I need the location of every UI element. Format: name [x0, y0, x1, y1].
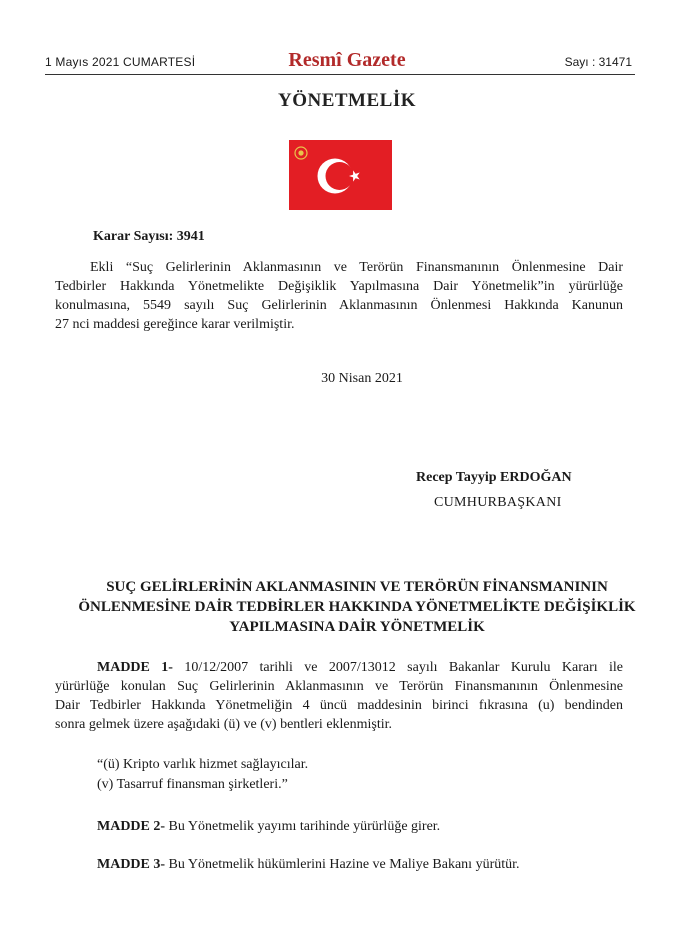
gazette-title: Resmî Gazete — [288, 49, 406, 71]
section-heading: YÖNETMELİK — [277, 90, 417, 111]
article-1-line: Dair Tedbirler Hakkında Yönetmeliğin 4 üncü maddesinin birinci fıkrasına (u) bendinden — [55, 698, 623, 713]
signatory-title: CUMHURBAŞKANI — [434, 495, 562, 510]
article-1-first-line — [55, 658, 623, 677]
bent-item-v: (v) Tasarruf finansman şirketleri.” — [97, 777, 288, 792]
article-3 — [97, 857, 520, 873]
article-1-label: MADDE 1- — [97, 660, 173, 675]
regulation-title — [0, 577, 694, 637]
article-1-line: yürürlüğe konulan Suç Gelirlerinin Aklanmasının ve Terörün Finansmanının Önlenmesine — [55, 679, 623, 694]
regulation-title-line: YAPILMASINA DAİR YÖNETMELİK — [229, 619, 485, 635]
presidential-flag-emblem — [289, 140, 392, 210]
article-1-line: sonra gelmek üzere aşağıdaki (ü) ve (v) bentleri eklenmiştir. — [55, 717, 393, 732]
intro-line: Tedbirler Hakkında Yönetmelikte Değişiklik Yapılmasına Dair Yönetmelik”in yürürlüğe — [55, 279, 623, 294]
regulation-title-line: SUÇ GELİRLERİNİN AKLANMASININ VE TERÖRÜN FİNANSMANININ — [106, 579, 608, 595]
article-2 — [97, 819, 440, 835]
header-divider — [45, 74, 635, 75]
decision-number: Karar Sayısı: 3941 — [93, 229, 205, 244]
article-3-label: MADDE 3- — [97, 857, 166, 872]
article-1 — [55, 658, 623, 734]
regulation-title-line: ÖNLENMESİNE DAİR TEDBİRLER HAKKINDA YÖNETMELİKTE DEĞİŞİKLİK — [78, 599, 636, 615]
article-2-label: MADDE 2- — [97, 819, 166, 834]
intro-paragraph — [55, 258, 623, 334]
gazette-date: 1 Mayıs 2021 CUMARTESİ — [45, 55, 196, 69]
intro-line: konulmasına, 5549 sayılı Suç Gelirlerinin Aklanmasının Önlenmesi Hakkında Kanunun — [55, 298, 623, 313]
turkish-flag-icon — [289, 140, 392, 210]
decision-date: 30 Nisan 2021 — [321, 371, 403, 386]
article-1-text: 10/12/2007 tarihli ve 2007/13012 sayılı Bakanlar Kurulu Kararı ile — [172, 660, 623, 675]
article-2-text: Bu Yönetmelik yayımı tarihinde yürürlüğe girer. — [165, 819, 441, 834]
bent-item-u: “(ü) Kripto varlık hizmet sağlayıcılar. — [97, 757, 309, 772]
intro-line: 27 nci maddesi gereğince karar verilmiştir. — [55, 317, 295, 332]
intro-line: Ekli “Suç Gelirlerinin Aklanmasının ve Terörün Finansmanının Önlenmesine Dair — [90, 260, 623, 275]
article-3-text: Bu Yönetmelik hükümlerini Hazine ve Maliye Bakanı yürütür. — [165, 857, 520, 872]
gazette-issue-number: Sayı : 31471 — [564, 55, 632, 69]
signatory-name: Recep Tayyip ERDOĞAN — [416, 470, 572, 485]
